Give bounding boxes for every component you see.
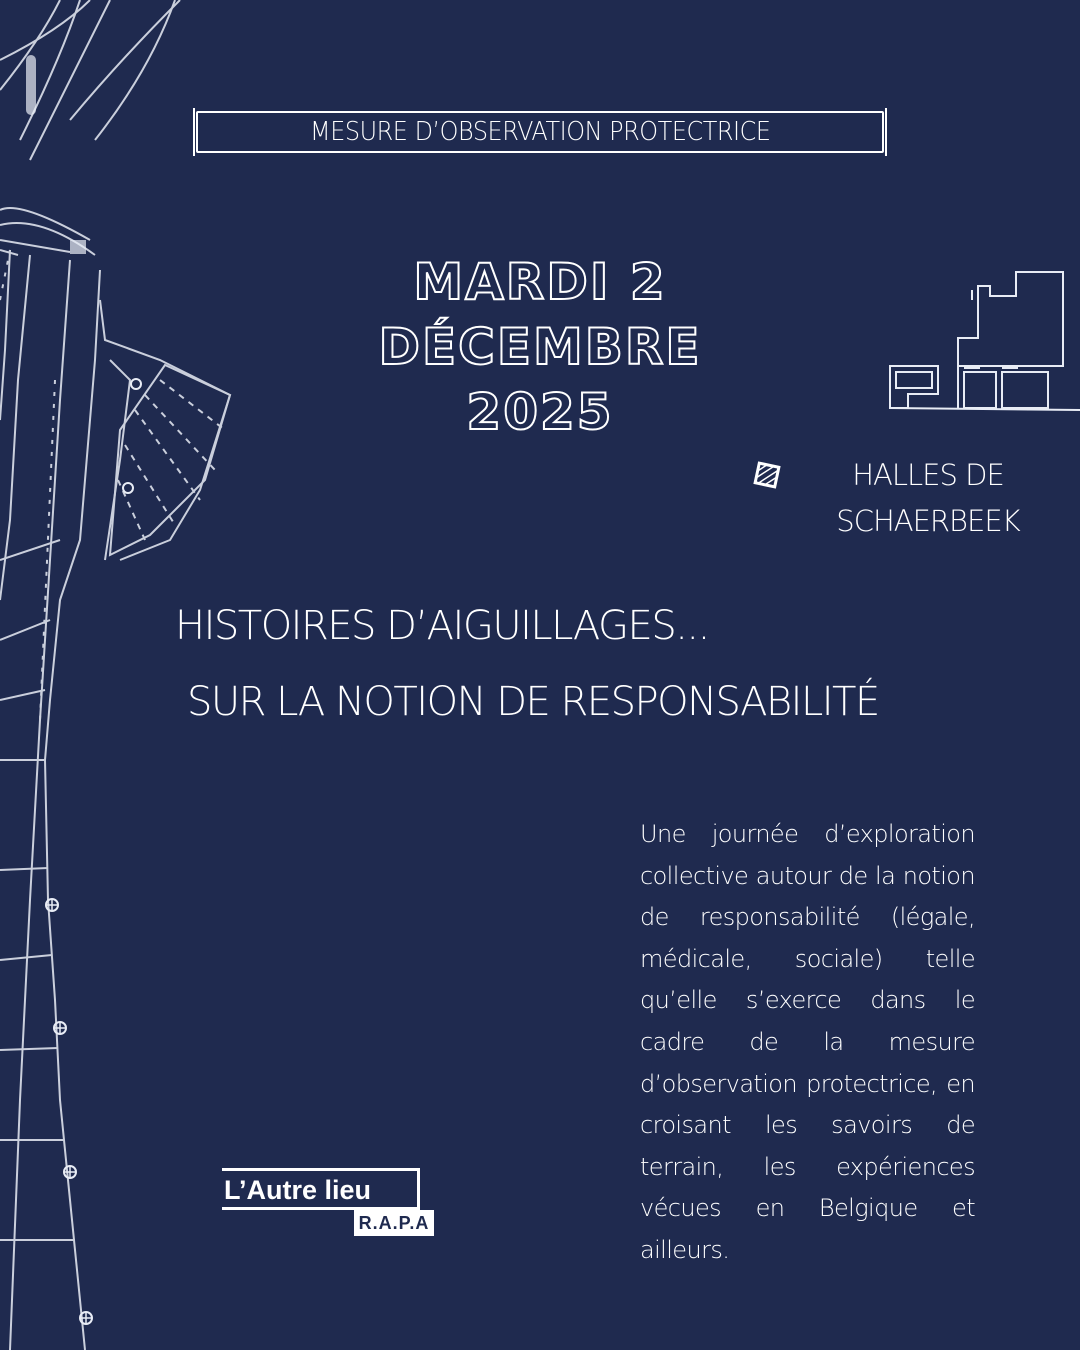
banner-label: MESURE D’OBSERVATION PROTECTRICE bbox=[309, 117, 771, 147]
event-type-banner bbox=[196, 111, 884, 153]
date-month: DÉCEMBRE bbox=[378, 318, 702, 376]
date-day: MARDI 2 bbox=[413, 253, 667, 311]
logo-subtitle: R.A.P.A bbox=[354, 1210, 434, 1236]
event-title bbox=[175, 596, 935, 732]
event-description: Une journée d’exploration collective autour de la notion de responsabilité (légale, médicale, sociale) telle qu’elle s’exerce dans le cadre de la mesure d’observation protectrice, en croisant les savoirs de terrain, les expériences vécues en Belgique et ailleurs. bbox=[640, 820, 975, 1264]
building-plan-icon bbox=[888, 268, 1080, 418]
event-date bbox=[340, 250, 740, 445]
organizer-logo bbox=[222, 1168, 436, 1240]
hatched-square-marker-icon bbox=[752, 460, 782, 490]
date-year: 2025 bbox=[466, 383, 614, 441]
event-venue bbox=[830, 452, 1026, 544]
venue-line-2: SCHAERBEEK bbox=[836, 504, 1020, 538]
title-line-2: SUR LA NOTION DE RESPONSABILITÉ bbox=[187, 679, 879, 725]
logo-name: L’Autre lieu bbox=[222, 1168, 420, 1210]
title-line-1: HISTOIRES D’AIGUILLAGES... bbox=[175, 603, 709, 649]
venue-line-1: HALLES DE bbox=[852, 458, 1004, 492]
